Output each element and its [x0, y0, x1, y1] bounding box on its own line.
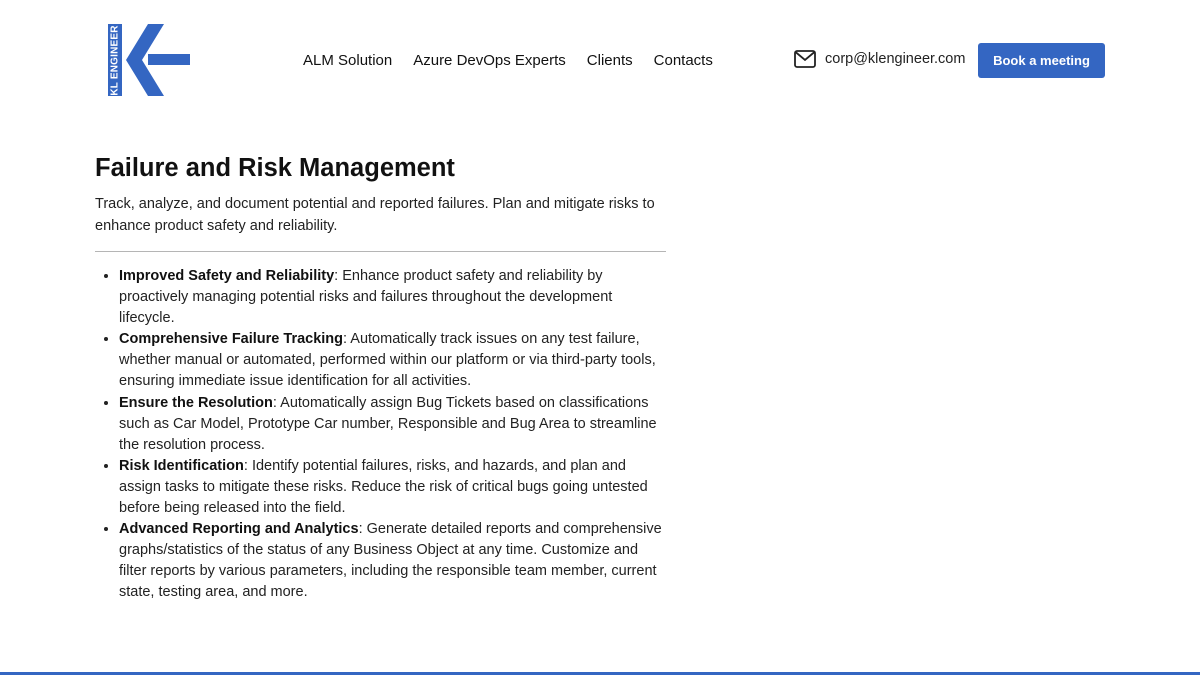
nav-item-contacts[interactable]: Contacts: [653, 52, 713, 69]
feature-item: [119, 329, 667, 392]
arrow-logo-icon: [108, 24, 194, 98]
intro-paragraph: Track, analyze, and document potential and reported failures. Plan and mitigate risks to enhance product safety and reliability.: [95, 196, 655, 234]
feature-item: [119, 393, 667, 456]
nav-item-clients[interactable]: Clients: [586, 52, 633, 69]
feature-item: [119, 519, 667, 603]
feature-text: : Automatically assign Bug Tickets based on classifications such as Car Model, Prototype Car number, Responsible and Bug Area to streamline the resolution process.: [119, 394, 657, 453]
feature-title: Ensure the Resolution: [119, 394, 273, 411]
logo-text: KL ENGINEER: [109, 24, 121, 96]
feature-item: [119, 456, 667, 519]
envelope-icon: [794, 50, 816, 68]
feature-text: : Automatically track issues on any test failure, whether manual or automated, performed within our platform or via third-party tools, ensuring immediate issue identification for all activities.: [119, 331, 656, 390]
book-meeting-button[interactable]: Book a meeting: [978, 43, 1105, 78]
main-content: [95, 152, 667, 604]
page-title: Failure and Risk Management: [95, 154, 455, 182]
feature-title: Risk Identification: [119, 457, 244, 474]
section-divider: [95, 251, 666, 252]
nav-item-alm-solution[interactable]: ALM Solution: [303, 52, 393, 69]
feature-title: Advanced Reporting and Analytics: [119, 521, 359, 538]
email-address: corp@klengineer.com: [825, 51, 966, 67]
feature-text: : Generate detailed reports and comprehensive graphs/statistics of the status of any Business Object at any time. Customize and filter reports by various parameters, including the responsible team member, current state, testing area, and more.: [119, 521, 662, 601]
feature-item: [119, 266, 667, 329]
feature-text: : Enhance product safety and reliability by proactively managing potential risks and failures throughout the development lifecycle.: [119, 268, 613, 327]
main-nav: [303, 52, 713, 69]
email-contact-link[interactable]: [794, 50, 965, 68]
feature-title: Improved Safety and Reliability: [119, 268, 335, 284]
company-logo[interactable]: [108, 24, 194, 98]
feature-text: : Identify potential failures, risks, and hazards, and plan and assign tasks to mitigate these risks. Reduce the risk of critical bugs going untested before being released into the field.: [119, 457, 648, 517]
nav-item-azure-devops-experts[interactable]: Azure DevOps Experts: [413, 52, 566, 69]
feature-title: Comprehensive Failure Tracking: [119, 331, 344, 348]
feature-list: [95, 266, 667, 604]
